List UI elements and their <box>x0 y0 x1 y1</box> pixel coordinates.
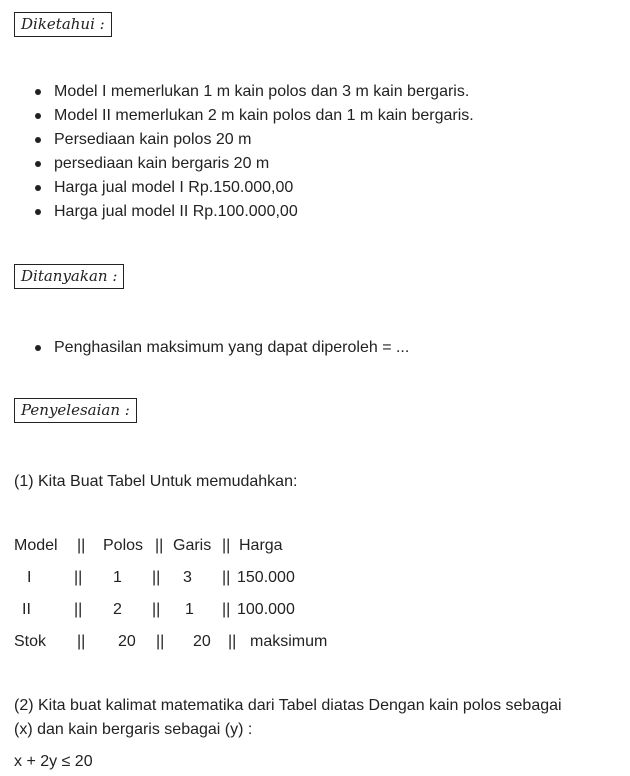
table-header-polos: Polos <box>103 537 144 554</box>
step-1-text: (1) Kita Buat Tabel Untuk memudahkan: <box>14 473 298 490</box>
table-separator: || <box>222 569 231 586</box>
table-cell-model: Stok <box>14 633 47 650</box>
table-cell-garis: 20 <box>193 633 211 650</box>
penyelesaian-heading: Penyelesaian : <box>14 398 137 423</box>
diketahui-heading: Diketahui : <box>14 12 112 37</box>
list-item: Harga jual model II Rp.100.000,00 <box>14 200 474 224</box>
list-item: persediaan kain bergaris 20 m <box>14 152 474 176</box>
table-header-model: Model <box>14 537 58 554</box>
table-header-harga: Harga <box>239 537 283 554</box>
table-cell-garis: 3 <box>183 569 192 586</box>
table-separator: || <box>222 537 231 554</box>
table-separator: || <box>77 537 86 554</box>
table-cell-model: I <box>27 569 32 586</box>
ditanyakan-heading: Ditanyakan : <box>14 264 124 289</box>
table-cell-polos: 20 <box>118 633 136 650</box>
inequality-1: x + 2y ≤ 20 <box>14 753 93 770</box>
table-cell-harga: 100.000 <box>237 601 295 618</box>
table-cell-harga: maksimum <box>250 633 328 650</box>
table-cell-polos: 2 <box>113 601 122 618</box>
table-separator: || <box>74 601 83 618</box>
table-cell-model: II <box>22 601 31 618</box>
table-separator: || <box>155 537 164 554</box>
table-cell-garis: 1 <box>185 601 194 618</box>
table-separator: || <box>74 569 83 586</box>
step-2-text-line-1: (2) Kita buat kalimat matematika dari Tabel diatas Dengan kain polos sebagai <box>14 697 562 714</box>
table-cell-polos: 1 <box>113 569 122 586</box>
list-item: Model I memerlukan 1 m kain polos dan 3 m kain bergaris. <box>14 80 474 104</box>
table-separator: || <box>222 601 231 618</box>
list-item: Model II memerlukan 2 m kain polos dan 1 m kain bergaris. <box>14 104 474 128</box>
table-separator: || <box>152 569 161 586</box>
table-separator: || <box>77 633 86 650</box>
step-2-text-line-2: (x) dan kain bergaris sebagai (y) : <box>14 721 253 738</box>
list-item: Persediaan kain polos 20 m <box>14 128 474 152</box>
table-cell-harga: 150.000 <box>237 569 295 586</box>
list-item: Harga jual model I Rp.150.000,00 <box>14 176 474 200</box>
table-separator: || <box>156 633 165 650</box>
table-separator: || <box>152 601 161 618</box>
table-separator: || <box>228 633 237 650</box>
list-item: Penghasilan maksimum yang dapat diperoleh = ... <box>14 336 409 360</box>
diketahui-list <box>14 80 474 224</box>
table-header-garis: Garis <box>173 537 212 554</box>
ditanyakan-list <box>14 336 409 360</box>
